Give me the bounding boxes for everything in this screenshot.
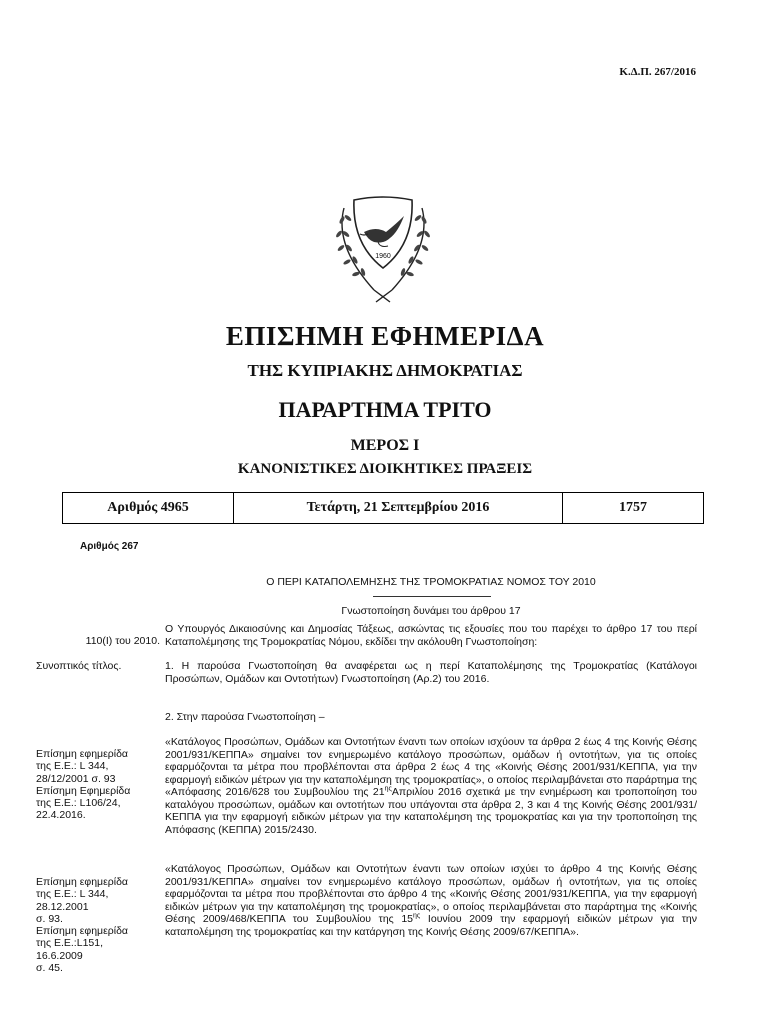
definition-1-superscript: ης (384, 785, 392, 793)
paragraph-1: 1. Η παρούσα Γνωστοποίηση θα αναφέρεται ως η περί Καταπολέμησης της Τρομοκρατίας (Κατάλογοι Προσώπων, Ομάδων και Οντοτήτων) Γνωστοποίηση (Αρ.2) του 2016. (165, 660, 697, 685)
margin-ref-line: της Ε.Ε.: L 344, (36, 760, 109, 773)
margin-ref-line: σ. 45. (36, 962, 63, 975)
paragraph-2-heading: 2. Στην παρούσα Γνωστοποίηση – (165, 711, 325, 723)
margin-eu-reference-2 (36, 876, 156, 974)
definition-2-superscript: ης (413, 912, 421, 920)
margin-ref-line: 28.12.2001 (36, 900, 89, 913)
supplement-title: ΠΑΡΑΡΤΗΜΑ ΤΡΙΤΟ (278, 397, 492, 422)
margin-ref-line: της Ε.Ε.: L 344, (36, 888, 109, 901)
issue-info-bar (62, 492, 704, 524)
margin-ref-line: Επίσημη εφημερίδα (36, 748, 128, 760)
margin-ref-line: 22.4.2016. (36, 809, 86, 822)
page-number: 1757 (563, 493, 704, 524)
margin-ref-line: Επίσημη Εφημερίδα (36, 784, 131, 797)
margin-ref-line: 16.6.2009 (36, 949, 83, 962)
definition-2-text-a: «Κατάλογος Προσώπων, Ομάδων και Οντοτήτων έναντι των οποίων ισχύει το άρθρο 4 της Κοινής Θέσης 2001/931/ΚΕΠΠΑ» σημαίνει τον ενημερωμένο κατάλογο προσώπων, ομάδων ή οντοτήτων, για τις οποίες εφαρμόζονται τα μέτρα που προβλέπονται στο άρθρο 4 της «Κοινής Θέσης 2001/931/ΚΕΠΠΑ, για την εφαρμογή ειδικών μέτρων για την καταπολέμηση της τρομοκρατίας», ο οποίος περιλαμβάνεται στο παράρτημα της «Κοινής Θέσης 2009/468/ΚΕΠΠΑ του Συμβουλίου της 15 (165, 863, 697, 925)
notice-heading: Γνωστοποίηση δυνάμει του άρθρου 17 (341, 605, 521, 617)
republic-subtitle: ΤΗΣ ΚΥΠΡΙΑΚΗΣ ΔΗΜΟΚΡΑΤΙΑΣ (247, 361, 523, 380)
margin-eu-reference-1 (36, 748, 156, 822)
margin-ref-line: της Ε.Ε.: L106/24, (36, 797, 121, 810)
margin-ref-line: Επίσημη εφημερίδα (36, 925, 128, 938)
definition-1-text-b: Απριλίου 2016 σχετικά με την ενημέρωση και τροποποίηση του καταλόγου προσώπων, ομάδων και οντοτήτων που υπάγονται στα άρθρα 2, 3 και 4 της Κοινής Θέσης 2001/931/ΚΕΠΠΑ για την εφαρμογή ειδικών μέτρων για την καταπολέμηση της τρομοκρατίας και για την τροποποίηση της Απόφασης (ΚΕΠΠΑ) 2015/2430. (165, 786, 697, 836)
margin-ref-line: 28/12/2001 σ. 93 (36, 772, 116, 785)
margin-law-reference: 110(Ι) του 2010. (85, 635, 160, 647)
definition-1-text-a: «Κατάλογος Προσώπων, Ομάδων και Οντοτήτων έναντι των οποίων ισχύουν τα άρθρα 2 έως 4 της Κοινής Θέσης 2001/931/ΚΕΠΠΑ» σημαίνει τον ενημερωμένο κατάλογο προσώπων, ομάδων ή οντοτήτων, για τις οποίες εφαρμόζονται τα μέτρα που προβλέπονται στα άρθρα 2 έως 4 της «Κοινής Θέσης 2001/931/ΚΕΠΠΑ, για την εφαρμογή ειδικών μέτρων για την καταπολέμηση της τρομοκρατίας», ο οποίος περιλαμβάνεται στο παράρτημα της «Απόφασης 2016/628 του Συμβουλίου της 21 (165, 736, 697, 798)
coat-of-arms-emblem (324, 186, 442, 306)
part-title: ΜΕΡΟΣ Ι (350, 437, 420, 454)
category-title: ΚΑΝΟΝΙΣΤΙΚΕΣ ΔΙΟΙΚΗΤΙΚΕΣ ΠΡΑΞΕΙΣ (237, 461, 533, 477)
issue-date: Τετάρτη, 21 Σεπτεμβρίου 2016 (234, 493, 563, 524)
gazette-reference: Κ.Δ.Π. 267/2016 (619, 66, 696, 78)
margin-ref-line: της Ε.Ε.:L151, (36, 937, 103, 950)
definition-2-text-b: Ιουνίου 2009 την εφαρμογή ειδικών μέτρων για την καταπολέμηση της τρομοκρατίας και την κατάργηση της Κοινής Θέσης 2009/67/ΚΕΠΠΑ». (165, 913, 698, 938)
document-number: Αριθμός 267 (80, 541, 139, 552)
margin-ref-line: σ. 93. (36, 912, 63, 925)
gazette-title: ΕΠΙΣΗΜΗ ΕΦΗΜΕΡΙΔΑ (225, 321, 545, 351)
definition-1 (165, 736, 697, 836)
issue-number: Αριθμός 4965 (63, 493, 234, 524)
title-underline (373, 596, 491, 597)
margin-ref-line: Επίσημη εφημερίδα (36, 876, 128, 888)
intro-paragraph: Ο Υπουργός Δικαιοσύνης και Δημοσίας Τάξεως, ασκώντας τις εξουσίες που του παρέχει το άρθρο 17 του περί Καταπολέμησης της Τρομοκρατίας Νόμου, εκδίδει την ακόλουθη Γνωστοποίηση: (165, 623, 697, 648)
margin-short-title: Συνοπτικός τίτλος. (36, 660, 122, 672)
emblem-year: 1960 (375, 253, 391, 260)
law-title: Ο ΠΕΡΙ ΚΑΤΑΠΟΛΕΜΗΣΗΣ ΤΗΣ ΤΡΟΜΟΚΡΑΤΙΑΣ ΝΟΜΟΣ ΤΟΥ 2010 (266, 576, 596, 588)
definition-2 (165, 863, 697, 938)
